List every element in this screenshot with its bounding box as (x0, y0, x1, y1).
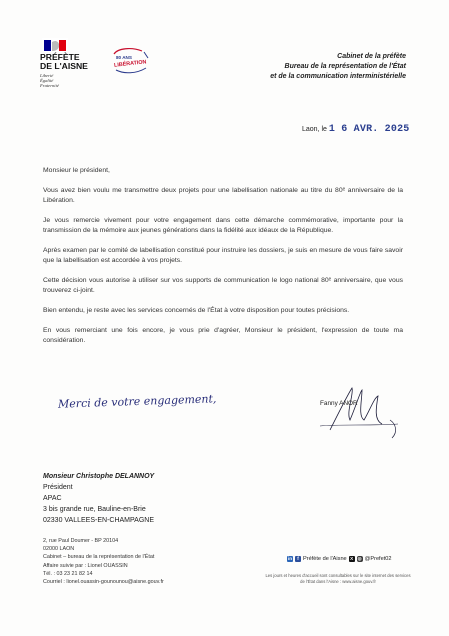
recipient-org: APAC (43, 495, 62, 502)
cabinet-heading: Cabinet de la préfète Bureau de la représentation de l'État et de la communication interministérielle (270, 53, 406, 80)
liberation-80-logo (108, 44, 154, 84)
paragraph-5: Bien entendu, je reste avec les services concernés de l'État à votre disposition pour toutes précisions. (43, 307, 350, 314)
republic-motto: Liberté Égalité Fraternité (40, 73, 59, 89)
x-icon[interactable]: X (350, 556, 354, 561)
recipient-address-2: 02330 VALLEES-EN-CHAMPAGNE (43, 517, 155, 524)
social-facebook-label[interactable]: Préfète de l'Aisne (303, 556, 347, 562)
recipient-role: Président (43, 484, 73, 491)
logo-liberation: LIBÉRATION (113, 59, 147, 69)
signer-name: Fanny ANOR (320, 400, 358, 407)
paragraph-2: Je vous remercie vivement pour votre engagement dans cette démarche commémorative, importante pour la transmission de la mémoire aux jeunes générations dans la fidélité aux idéaux de la République. (43, 217, 403, 234)
social-x-label[interactable]: @Prefet02 (364, 556, 392, 562)
signature-image (300, 380, 410, 440)
instagram-icon[interactable]: ◎ (357, 556, 362, 561)
letter-body (43, 166, 403, 346)
social-links (287, 556, 392, 562)
paragraph-6: En vous remerciant une fois encore, je vous prie d'agréer, Monsieur le président, l'expression de toute ma considération. (43, 327, 403, 344)
paragraph-4: Cette décision vous autorise à utiliser sur vos supports de communication le logo national 80ᵉ anniversaire, que vous trouverez ci-joint. (43, 277, 403, 294)
logo-80-ans: 80 ANS (116, 55, 132, 60)
date-stamp: 1 6 AVR. 2025 (328, 124, 410, 135)
linkedin-icon[interactable]: in (287, 556, 293, 561)
letter-date (302, 124, 410, 135)
handwritten-closing: Merci de votre engagement, (57, 392, 217, 411)
recipient-address-1: 3 bis grande rue, Bauline-en-Brie (43, 506, 146, 513)
recipient-block (43, 471, 154, 526)
prefecture-title: PRÉFÈTE DE L'AISNE (40, 52, 88, 71)
date-prefix: Laon, le (302, 126, 327, 133)
paragraph-3: Après examen par le comité de labellisation constitué pour instruire les dossiers, je suis en mesure de vous faire savoir que la labellisation est accordée à vos projets. (43, 247, 403, 264)
facebook-icon[interactable]: f (295, 556, 301, 562)
paragraph-1: Vous avez bien voulu me transmettre deux projets pour une labellisation nationale au titre du 80ᵉ anniversaire de la Libération. (43, 187, 403, 204)
footer-contact: 2, rue Paul Doumer - BP 20104 02000 LAON Cabinet – bureau de la représentation de l'État Affaire suivie par : Lionel OUASSIN Tél. : 03 23 21 82 14 Courriel : lionel.ouassin-gounounou@aisne.gouv.fr (43, 538, 164, 586)
marianne-icon (42, 38, 68, 52)
recipient-name: Monsieur Christophe DELANNOY (43, 473, 155, 480)
salutation: Monsieur le président, (43, 167, 110, 174)
footer-note: Les jours et heures d'accueil sont consultables sur le site internet des services de l'État dans l'Aisne : www.aisne.gouv.fr (265, 573, 411, 584)
